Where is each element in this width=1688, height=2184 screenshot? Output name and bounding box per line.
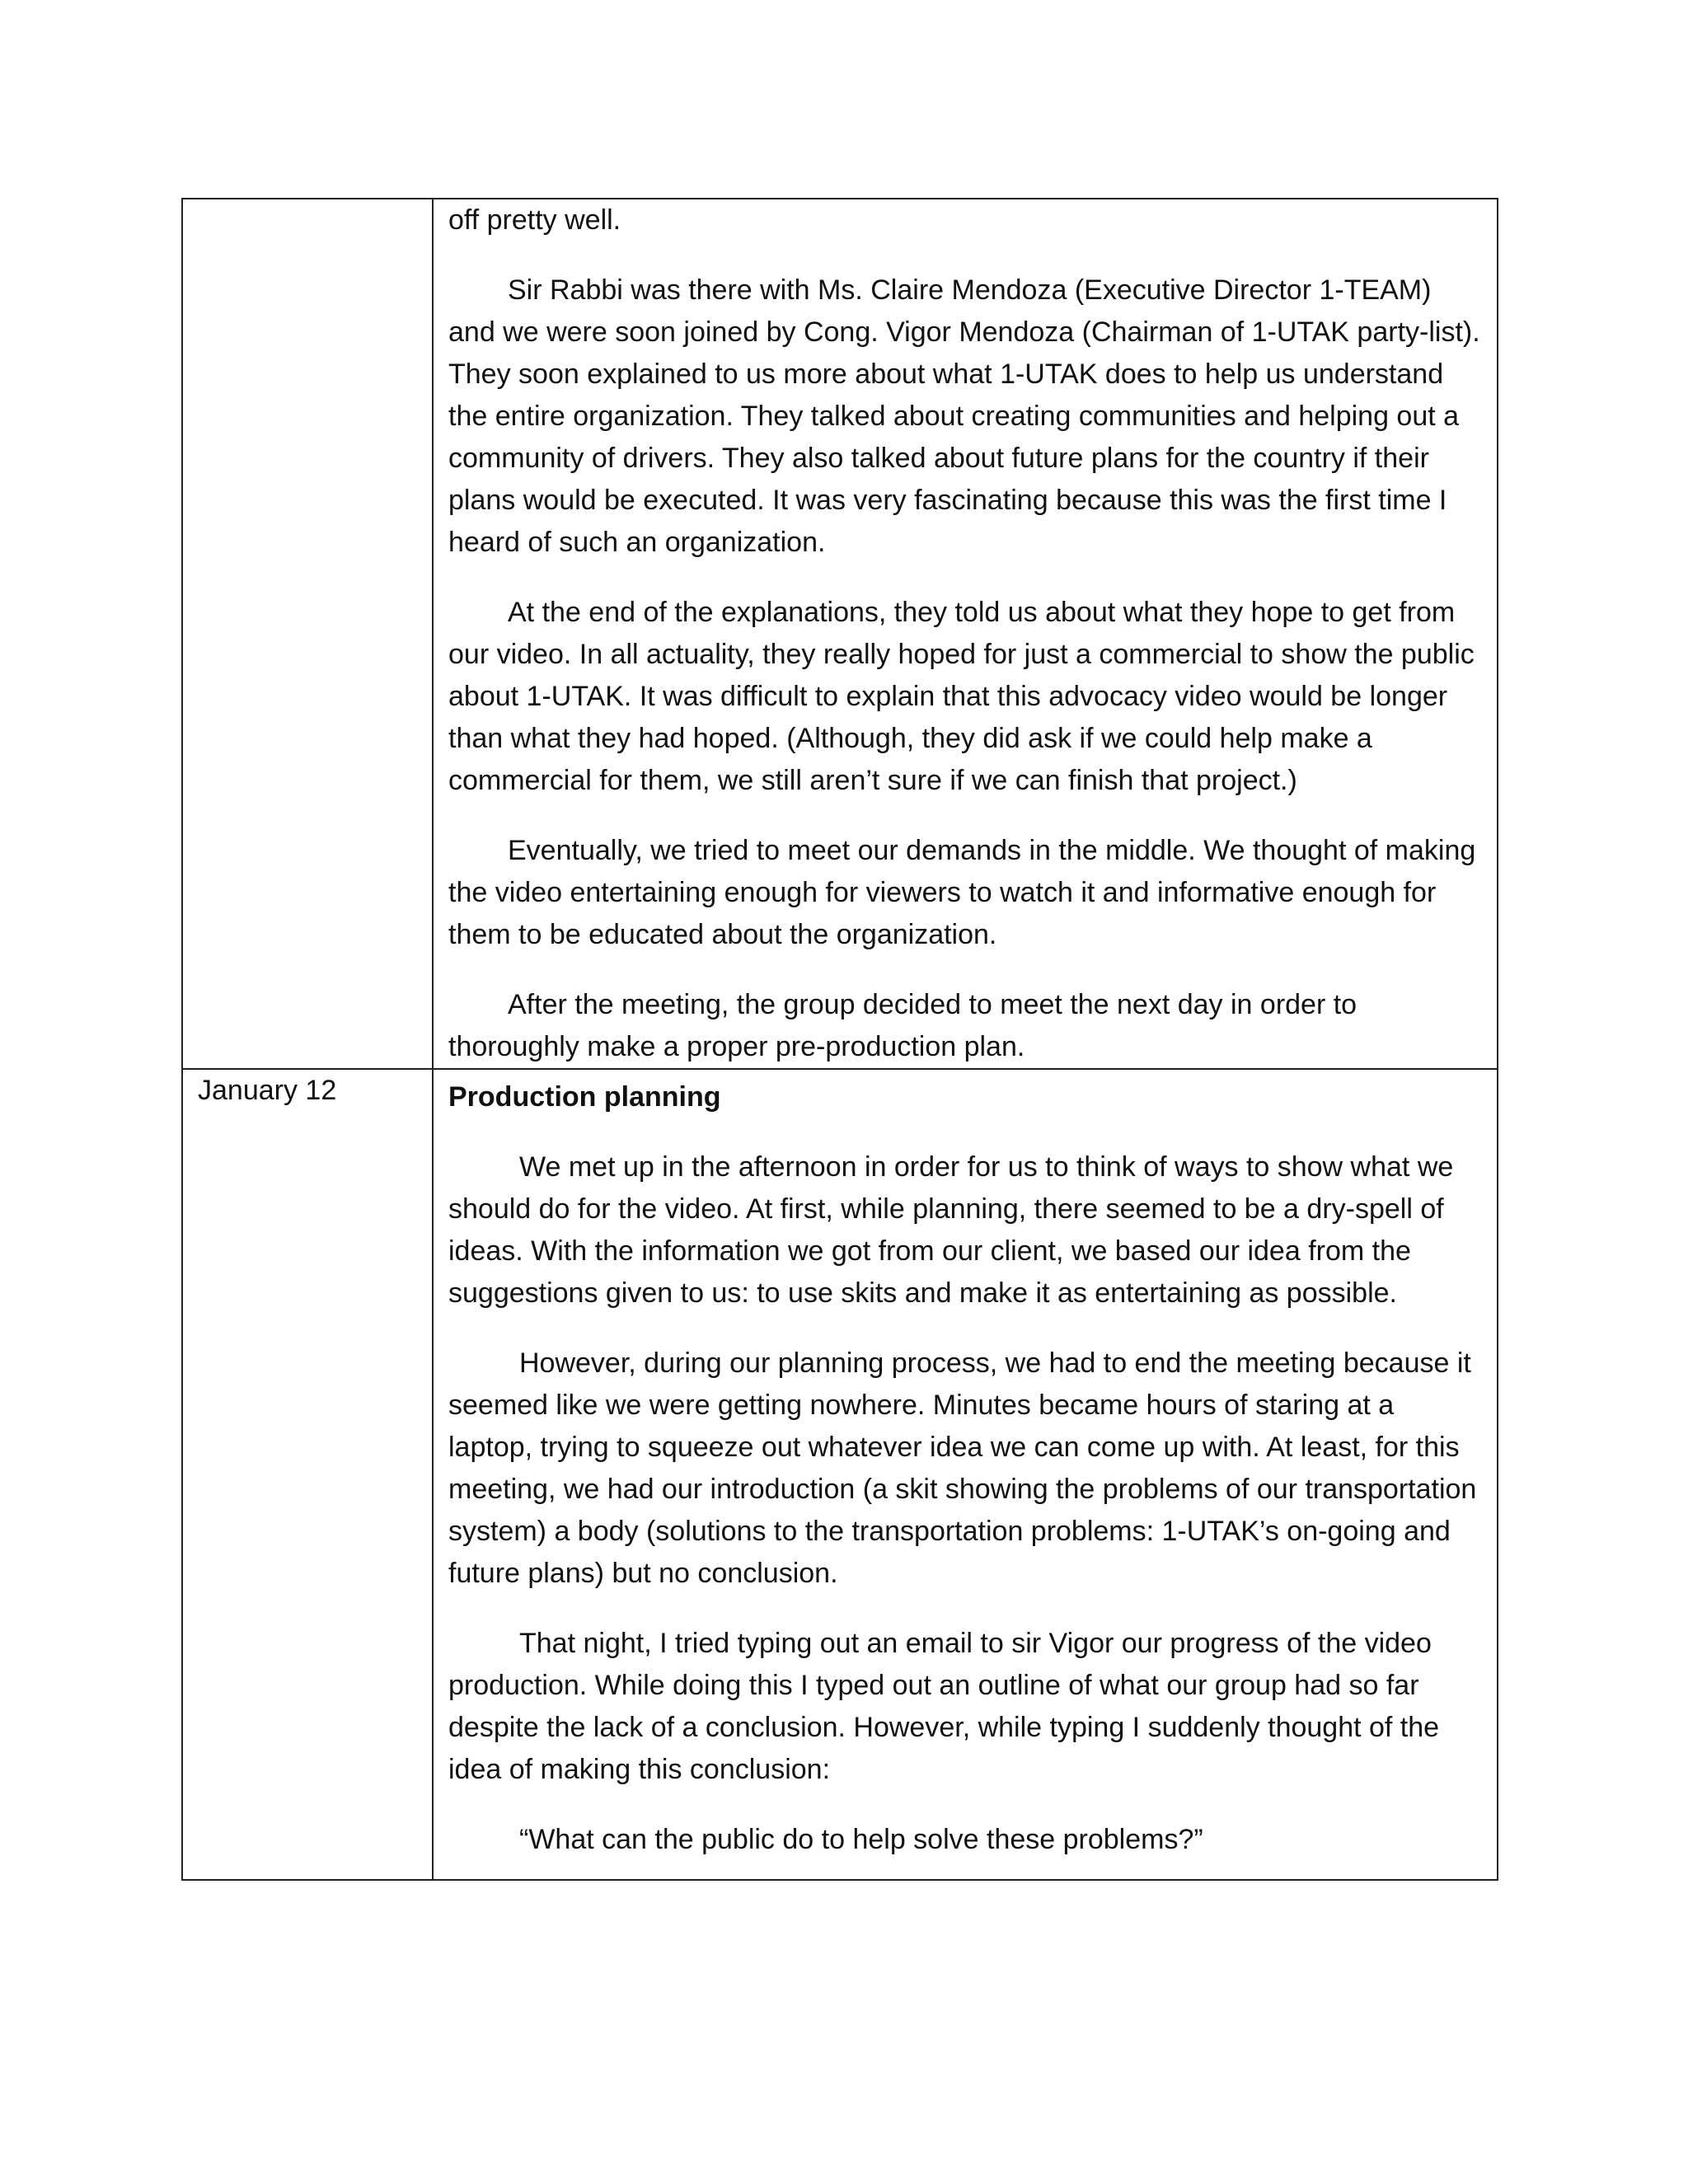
entry-paragraph: Sir Rabbi was there with Ms. Claire Mendoza (Executive Director 1-TEAM) and we were soon joined by Cong. Vigor Mendoza (Chairman of 1-UTAK party-list). They soon explained to us more about what 1-UTAK does to help us understand the entire organization. They talked about creating communities and helping out a community of drivers. They also talked about future plans for the country if their plans would be executed. It was very fascinating because this was the first time I heard of such an organization. xyxy=(448,274,1480,558)
entry-paragraph: That night, I tried typing out an email to sir Vigor our progress of the video production. While doing this I typed out an outline of what our group had so far despite the lack of a conclusion. However, while typing I suddenly thought of the idea of making this conclusion: xyxy=(448,1628,1440,1785)
entry-paragraph: Eventually, we tried to meet our demands in the middle. We thought of making the video entertaining enough for viewers to watch it and informative enough for them to be educated about the organization. xyxy=(448,835,1476,950)
date-cell: January 12 xyxy=(182,1069,433,1880)
entry-heading: Production planning xyxy=(448,1081,721,1113)
table-row xyxy=(182,1069,1498,1880)
entry-cell xyxy=(433,1069,1498,1880)
entry-paragraph: off pretty well. xyxy=(448,204,621,236)
entry-paragraph: After the meeting, the group decided to meet the next day in order to thoroughly make a proper pre-production plan. xyxy=(448,989,1357,1062)
entry-paragraph: At the end of the explanations, they told us about what they hope to get from our video. In all actuality, they really hoped for just a commercial to show the public about 1-UTAK. It was difficult to explain that this advocacy video would be longer than what they had hoped. (Although, they did ask if we could help make a commercial for them, we still aren’t sure if we can finish that project.) xyxy=(448,597,1475,796)
date-cell xyxy=(182,199,433,1069)
entry-cell xyxy=(433,199,1498,1069)
table-row xyxy=(182,199,1498,1069)
entry-quote: “What can the public do to help solve these problems?” xyxy=(519,1824,1203,1855)
journal-table xyxy=(181,198,1498,1881)
entry-paragraph: We met up in the afternoon in order for us to think of ways to show what we should do for the video. At first, while planning, there seemed to be a dry-spell of ideas. With the information we got from our client, we based our idea from the suggestions given to us: to use skits and make it as entertaining as possible. xyxy=(448,1151,1454,1309)
entry-paragraph: However, during our planning process, we had to end the meeting because it seemed like we were getting nowhere. Minutes became hours of staring at a laptop, trying to squeeze out whatever idea we can come up with. At least, for this meeting, we had our introduction (a skit showing the problems of our transportation system) a body (solutions to the transportation problems: 1-UTAK’s on-going and future plans) but no conclusion. xyxy=(448,1347,1477,1589)
